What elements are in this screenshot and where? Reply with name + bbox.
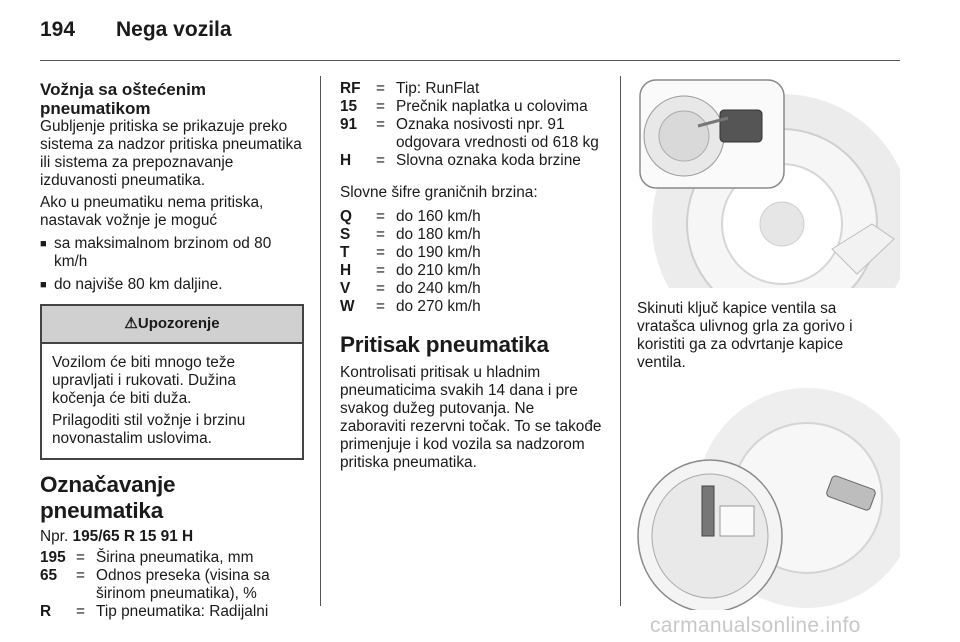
warning-text: Prilagoditi stil vožnje i brzinu novonastalim uslovima.	[52, 412, 246, 447]
warning-title: Upozorenje	[137, 315, 220, 332]
speed-codes: Q = do 160 km/h S = do 180 km/h T = do 190 km/h H = do 210 km/h V = do 240 km/h W = do 270 km/h	[340, 208, 481, 315]
page-header	[40, 18, 232, 42]
column-3	[637, 300, 877, 372]
tyre-code-definitions-cont: RF = Tip: RunFlat 15 = Prečnik naplatka u colovima 91 = Oznaka nosivosti npr. 91 odgovara vrednosti od 618 kg H = Slovna oznaka koda brzine	[340, 80, 599, 169]
tyre-code-definitions: 195 = Širina pneumatika, mm 65 = Odnos preseka (visina sa širinom pneumatika), % R = Tip pneumatika: Radijalni	[40, 549, 270, 620]
warning-text: Vozilom će biti mnogo teže upravljati i rukovati. Dužina kočenja će biti duža.	[52, 354, 236, 407]
chapter-title: Nega vozila	[116, 18, 232, 41]
illustration-fuel-door-valve-key	[632, 74, 900, 288]
paragraph-pressure-check: Kontrolisati pritisak u hladnim pneumaticima svakih 14 dana i pre svakog dužeg putovanja. Ne zaboraviti rezervni točak. To se takođe primenjuje i kod vozila sa nadzorom pritiska pneumatika.	[340, 364, 602, 471]
watermark: carmanualsonline.info	[650, 614, 861, 637]
warning-box	[40, 304, 304, 460]
bullet-square-icon: ■	[40, 279, 47, 291]
warning-header	[42, 306, 302, 344]
bullet-item: ■ sa maksimalnom brzinom od 80 km/h	[40, 235, 272, 270]
paragraph-continue-driving: Ako u pneumatiku nema pritiska, nastavak vožnje je moguć	[40, 194, 264, 229]
tyre-code: 195/65 R 15 91 H	[72, 528, 194, 545]
warning-body	[42, 344, 302, 458]
section-heading-damaged-tyre: Vožnja sa oštećenim pneumatikom	[40, 80, 206, 118]
column-1	[40, 80, 304, 621]
speed-intro: Slovne šifre graničnih brzina:	[340, 184, 538, 201]
illustration-valve-cap	[632, 378, 900, 610]
caption-valve-key: Skinuti ključ kapice ventila sa vratašca ulivnog grla za gorivo i koristiti ga za odvrtanje kapice ventila.	[637, 300, 853, 371]
paragraph-pressure-loss: Gubljenje pritiska se prikazuje preko sistema za nadzor pritiska pneumatika ili sistema za prepoznavanje izduvanosti pneumatika.	[40, 118, 302, 189]
column-divider-1	[320, 76, 321, 606]
warning-triangle-icon: ⚠	[124, 315, 138, 332]
column-divider-2	[620, 76, 621, 606]
section-heading-tyre-pressure: Pritisak pneumatika	[340, 332, 549, 357]
page-number: 194	[40, 18, 76, 41]
column-2	[340, 80, 602, 472]
tyre-code-example: Npr. 195/65 R 15 91 H	[40, 528, 194, 545]
bullet-square-icon: ■	[40, 238, 47, 250]
section-heading-tyre-marking: Označavanje pneumatika	[40, 472, 176, 523]
header-rule	[40, 60, 900, 61]
bullet-item: ■ do najviše 80 km daljine.	[40, 276, 223, 293]
